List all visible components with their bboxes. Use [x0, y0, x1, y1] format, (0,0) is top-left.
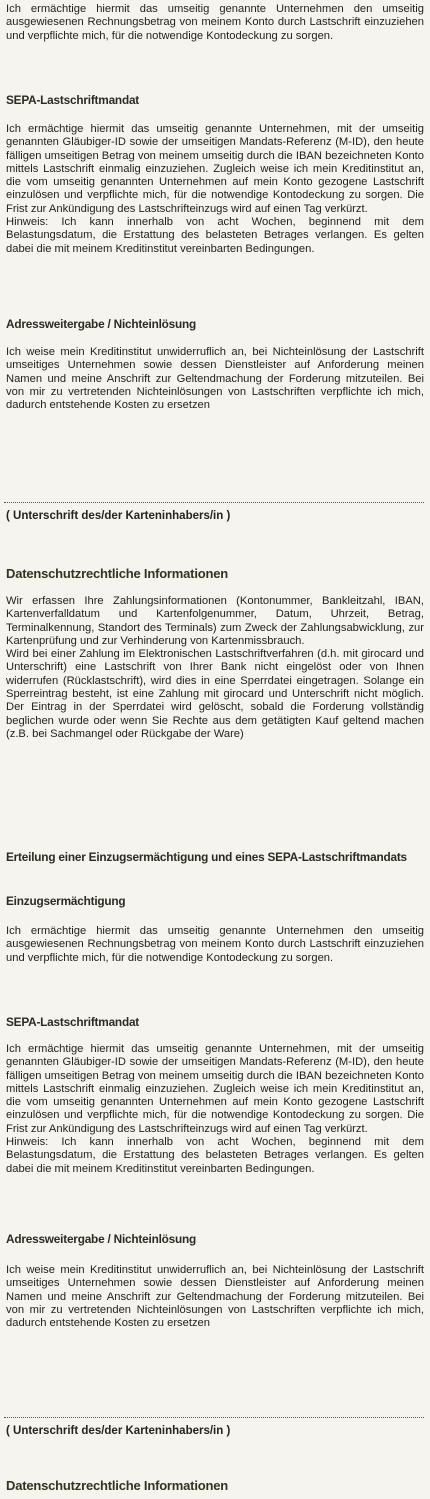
signature-line-1	[4, 502, 424, 503]
sepa-heading-block-2	[6, 1015, 424, 1029]
sepa-text-1: Ich ermächtige hiermit das umseitig genannte Unternehmen, mit der umseitig genannten Gläubiger-ID sowie der umseitigen Mandats-Referenz (M-ID), den heute fälligen umseitigen Betrag von meinem umseitig durch die IBAN bezeichneten Konto mittels Lastschrift einmalig einzuziehen. Zugleich weise ich mein Kreditinstitut an, die vom umseitig genannten Unternehmen auf mein Konto gezogene Lastschrift einzulösen und verpflichte mich, für die notwendige Kontodeckung zu sorgen. Die Frist zur Ankündigung des Lastschrifteinzugs wird auf einen Tag verkürzt. Hinweis: Ich kann innerhalb von acht Wochen, beginnend mit dem Belastungsdatum, die Erstattung des belasteten Betrages verlangen. Es gelten dabei die mit meinem Kreditinstitut vereinbarten Bedingungen.	[6, 123, 424, 255]
sepa-text-2: Ich ermächtige hiermit das umseitig genannte Unternehmen, mit der umseitig genannten Gläubiger-ID sowie der umseitigen Mandats-Referenz (M-ID), den heute fälligen umseitigen Betrag von meinem umseitig durch die IBAN bezeichneten Konto mittels Lastschrift einmalig einzuziehen. Zugleich weise ich mein Kreditinstitut an, die vom umseitig genannten Unternehmen auf mein Konto gezogene Lastschrift einzulösen und verpflichte mich, für die notwendige Kontodeckung zu sorgen. Die Frist zur Ankündigung des Lastschrifteinzugs wird auf einen Tag verkürzt. Hinweis: Ich kann innerhalb von acht Wochen, beginnend mit dem Belastungsdatum, die Erstattung des belasteten Betrages verlangen. Es gelten dabei die mit meinem Kreditinstitut vereinbarten Bedingungen.	[6, 1043, 424, 1175]
signature-caption-block-2	[6, 1424, 424, 1438]
section-2-title-block	[6, 850, 424, 864]
einzug-paragraph-2	[6, 925, 424, 965]
sepa-paragraph-2	[6, 1043, 424, 1176]
signature-caption-2: ( Unterschrift des/der Karteninhabers/in )	[6, 1425, 231, 1437]
adress-paragraph-2	[6, 1264, 424, 1330]
signature-caption-1: ( Unterschrift des/der Karteninhabers/in )	[6, 510, 231, 522]
sepa-heading-2: SEPA-Lastschriftmandat	[6, 1015, 140, 1029]
adress-heading-1: Adressweitergabe / Nichteinlösung	[6, 317, 197, 331]
sepa-heading-1: SEPA-Lastschriftmandat	[6, 93, 140, 107]
privacy-heading-2: Datenschutzrechtliche Informationen	[6, 1478, 228, 1493]
section-2-title: Erteilung einer Einzugsermächtigung und eines SEPA-Lastschriftmandats	[6, 850, 407, 864]
einzug-heading-2: Einzugsermächtigung	[6, 894, 126, 908]
adress-paragraph-1	[6, 346, 424, 412]
adress-heading-2: Adressweitergabe / Nichteinlösung	[6, 1232, 197, 1246]
privacy-heading-block-2	[6, 1478, 424, 1494]
sepa-paragraph-1	[6, 123, 424, 256]
einzug-text-1: Ich ermächtige hiermit das umseitig genannte Unternehmen den umseitig ausgewiesenen Rechnungsbetrag von meinem Konto durch Lastschrift einzuziehen und verpflichte mich, für die notwendige Kontodeckung zu sorgen.	[6, 3, 424, 42]
privacy-heading-1: Datenschutzrechtliche Informationen	[6, 566, 228, 581]
signature-caption-block-1	[6, 509, 424, 523]
sepa-heading-block-1	[6, 93, 424, 107]
einzug-paragraph-1	[6, 3, 424, 43]
privacy-paragraph-1	[6, 595, 424, 741]
einzug-heading-block-2	[6, 894, 424, 908]
adress-text-1: Ich weise mein Kreditinstitut unwiderruflich an, bei Nichteinlösung der Lastschrift umseitiges Unternehmen sowie dessen Dienstleister auf Anforderung meinen Namen und meine Anschrift zur Geltendmachung der Forderung mitzuteilen. Bei von mir zu vertretenden Nichteinlösungen von Lastschriften verpflichte ich mich, dadurch entstehende Kosten zu ersetzen	[6, 346, 424, 412]
adress-heading-block-1	[6, 317, 424, 331]
privacy-heading-block-1	[6, 566, 424, 582]
adress-heading-block-2	[6, 1232, 424, 1246]
signature-line-2	[4, 1417, 424, 1418]
adress-text-2: Ich weise mein Kreditinstitut unwiderruflich an, bei Nichteinlösung der Lastschrift umseitiges Unternehmen sowie dessen Dienstleister auf Anforderung meinen Namen und meine Anschrift zur Geltendmachung der Forderung mitzuteilen. Bei von mir zu vertretenden Nichteinlösungen von Lastschriften verpflichte ich mich, dadurch entstehende Kosten zu ersetzen	[6, 1264, 424, 1330]
einzug-text-2: Ich ermächtige hiermit das umseitig genannte Unternehmen den umseitig ausgewiesenen Rechnungsbetrag von meinem Konto durch Lastschrift einzuziehen und verpflichte mich, für die notwendige Kontodeckung zu sorgen.	[6, 925, 424, 964]
privacy-text-1: Wir erfassen Ihre Zahlungsinformationen (Kontonummer, Bankleitzahl, IBAN, Kartenverfalldatum und Kartenfolgenummer, Datum, Uhrzeit, Betrag, Terminalkennung, Standort des Terminals) zum Zweck der Zahlungsabwicklung, zur Kartenprüfung und zur Verhinderung von Kartenmissbrauch. Wird bei einer Zahlung im Elektronischen Lastschriftverfahren (d.h. mit girocard und Unterschrift) eine Lastschrift von Ihrer Bank nicht eingelöst oder von Ihnen widerrufen (Rücklastschrift), wird dies in eine Sperrdatei eingetragen. Solange ein Sperreintrag besteht, ist eine Zahlung mit girocard und Unterschrift nicht möglich. Der Eintrag in der Sperrdatei wird gelöscht, sobald die Forderung vollständig beglichen wurde oder wenn Sie Rechte aus dem getätigten Kauf geltend machen (z.B. bei Sachmangel oder Rückgabe der Ware)	[6, 595, 424, 740]
